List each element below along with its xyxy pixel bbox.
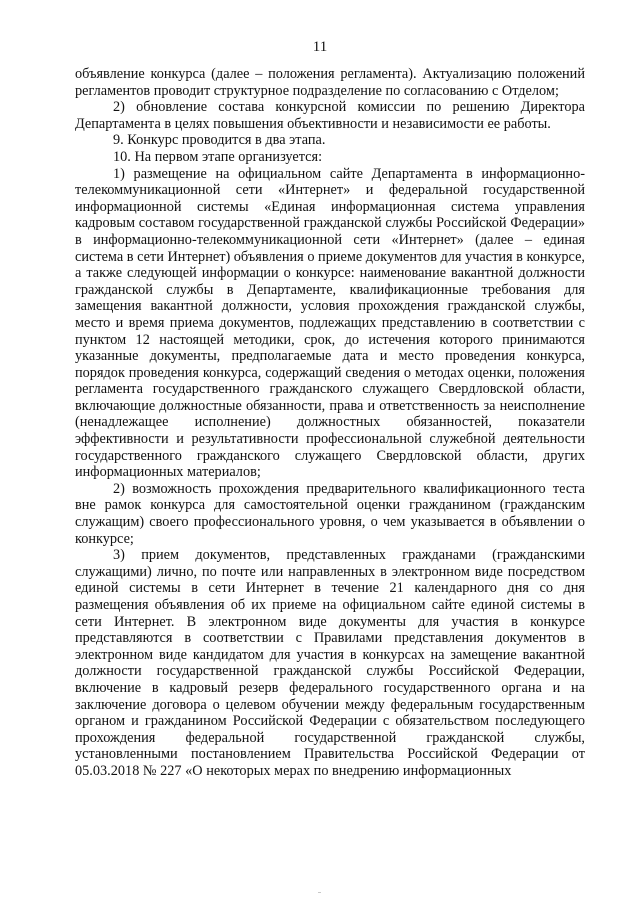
scan-mark — [318, 892, 321, 893]
paragraph: 1) размещение на официальном сайте Департамента в информационно-телекоммуникационной сети «Интернет» и федеральной государственной информационной системы «Единая информационная система управления кадровым составом государственной гражданской службы Российской Федерации» в информационно-телекоммуникационной сети «Интернет» (далее – единая система в сети Интернет) объявления о приеме документов для участия в конкурсе, а также следующей информации о конкурсе: наименование вакантной должности гражданской службы в Департаменте, квалификационные требования для замещения вакантной должности, условия прохождения гражданской службы, место и время приема документов, подлежащих представлению в соответствии с пунктом 12 настоящей методики, срок, до истечения которого принимаются указанные документы, предполагаемые дата и место проведения конкурса, порядок проведения конкурса, содержащий сведения о методах оценки, положения регламента государственного гражданского служащего Свердловской области, включающие должностные обязанности, права и ответственность за неисполнение (ненадлежащее исполнение) должностных обязанностей, показатели эффективности и результативности профессиональной служебной деятельности государственного гражданского служащего Свердловской области, других информационных материалов; — [75, 165, 585, 481]
paragraph: 2) возможность прохождения предварительного квалификационного теста вне рамок конкурса для самостоятельной оценки гражданином (гражданским служащим) своего профессионального уровня, о чем указывается в объявлении о конкурсе; — [75, 480, 585, 547]
paragraph: 3) прием документов, представленных гражданами (гражданскими служащими) лично, по почте или направленных в электронном виде посредством единой системы в сети Интернет в течение 21 календарного дня со дня размещения объявления об их приеме на официальном сайте единой системы в сети Интернет. В электронном виде документы для участия в конкурсе представляются в соответствии с Правилами представления документов в электронном виде кандидатом для участия в конкурсах на замещение вакантной должности государственной гражданской службы Российской Федерации, включение в кадровый резерв федерального государственного органа и на заключение договора о целевом обучении между федеральным государственным органом и гражданином Российской Федерации с обязательством последующего прохождения федеральной государственной гражданской службы, установленными постановлением Правительства Российской Федерации от 05.03.2018 № 227 «О некоторых мерах по внедрению информационных — [75, 547, 585, 779]
paragraph: 9. Конкурс проводится в два этапа. — [113, 132, 326, 149]
paragraph: 2) обновление состава конкурсной комиссии по решению Директора Департамента в целях повышения объективности и независимости ее работы. — [75, 99, 585, 132]
paragraph: объявление конкурса (далее – положения регламента). Актуализацию положений регламентов проводит структурное подразделение по согласованию с Отделом; — [75, 66, 585, 99]
page-number: 11 — [312, 39, 328, 55]
paragraph: 10. На первом этапе организуется: — [113, 148, 323, 165]
body-text — [75, 66, 585, 780]
